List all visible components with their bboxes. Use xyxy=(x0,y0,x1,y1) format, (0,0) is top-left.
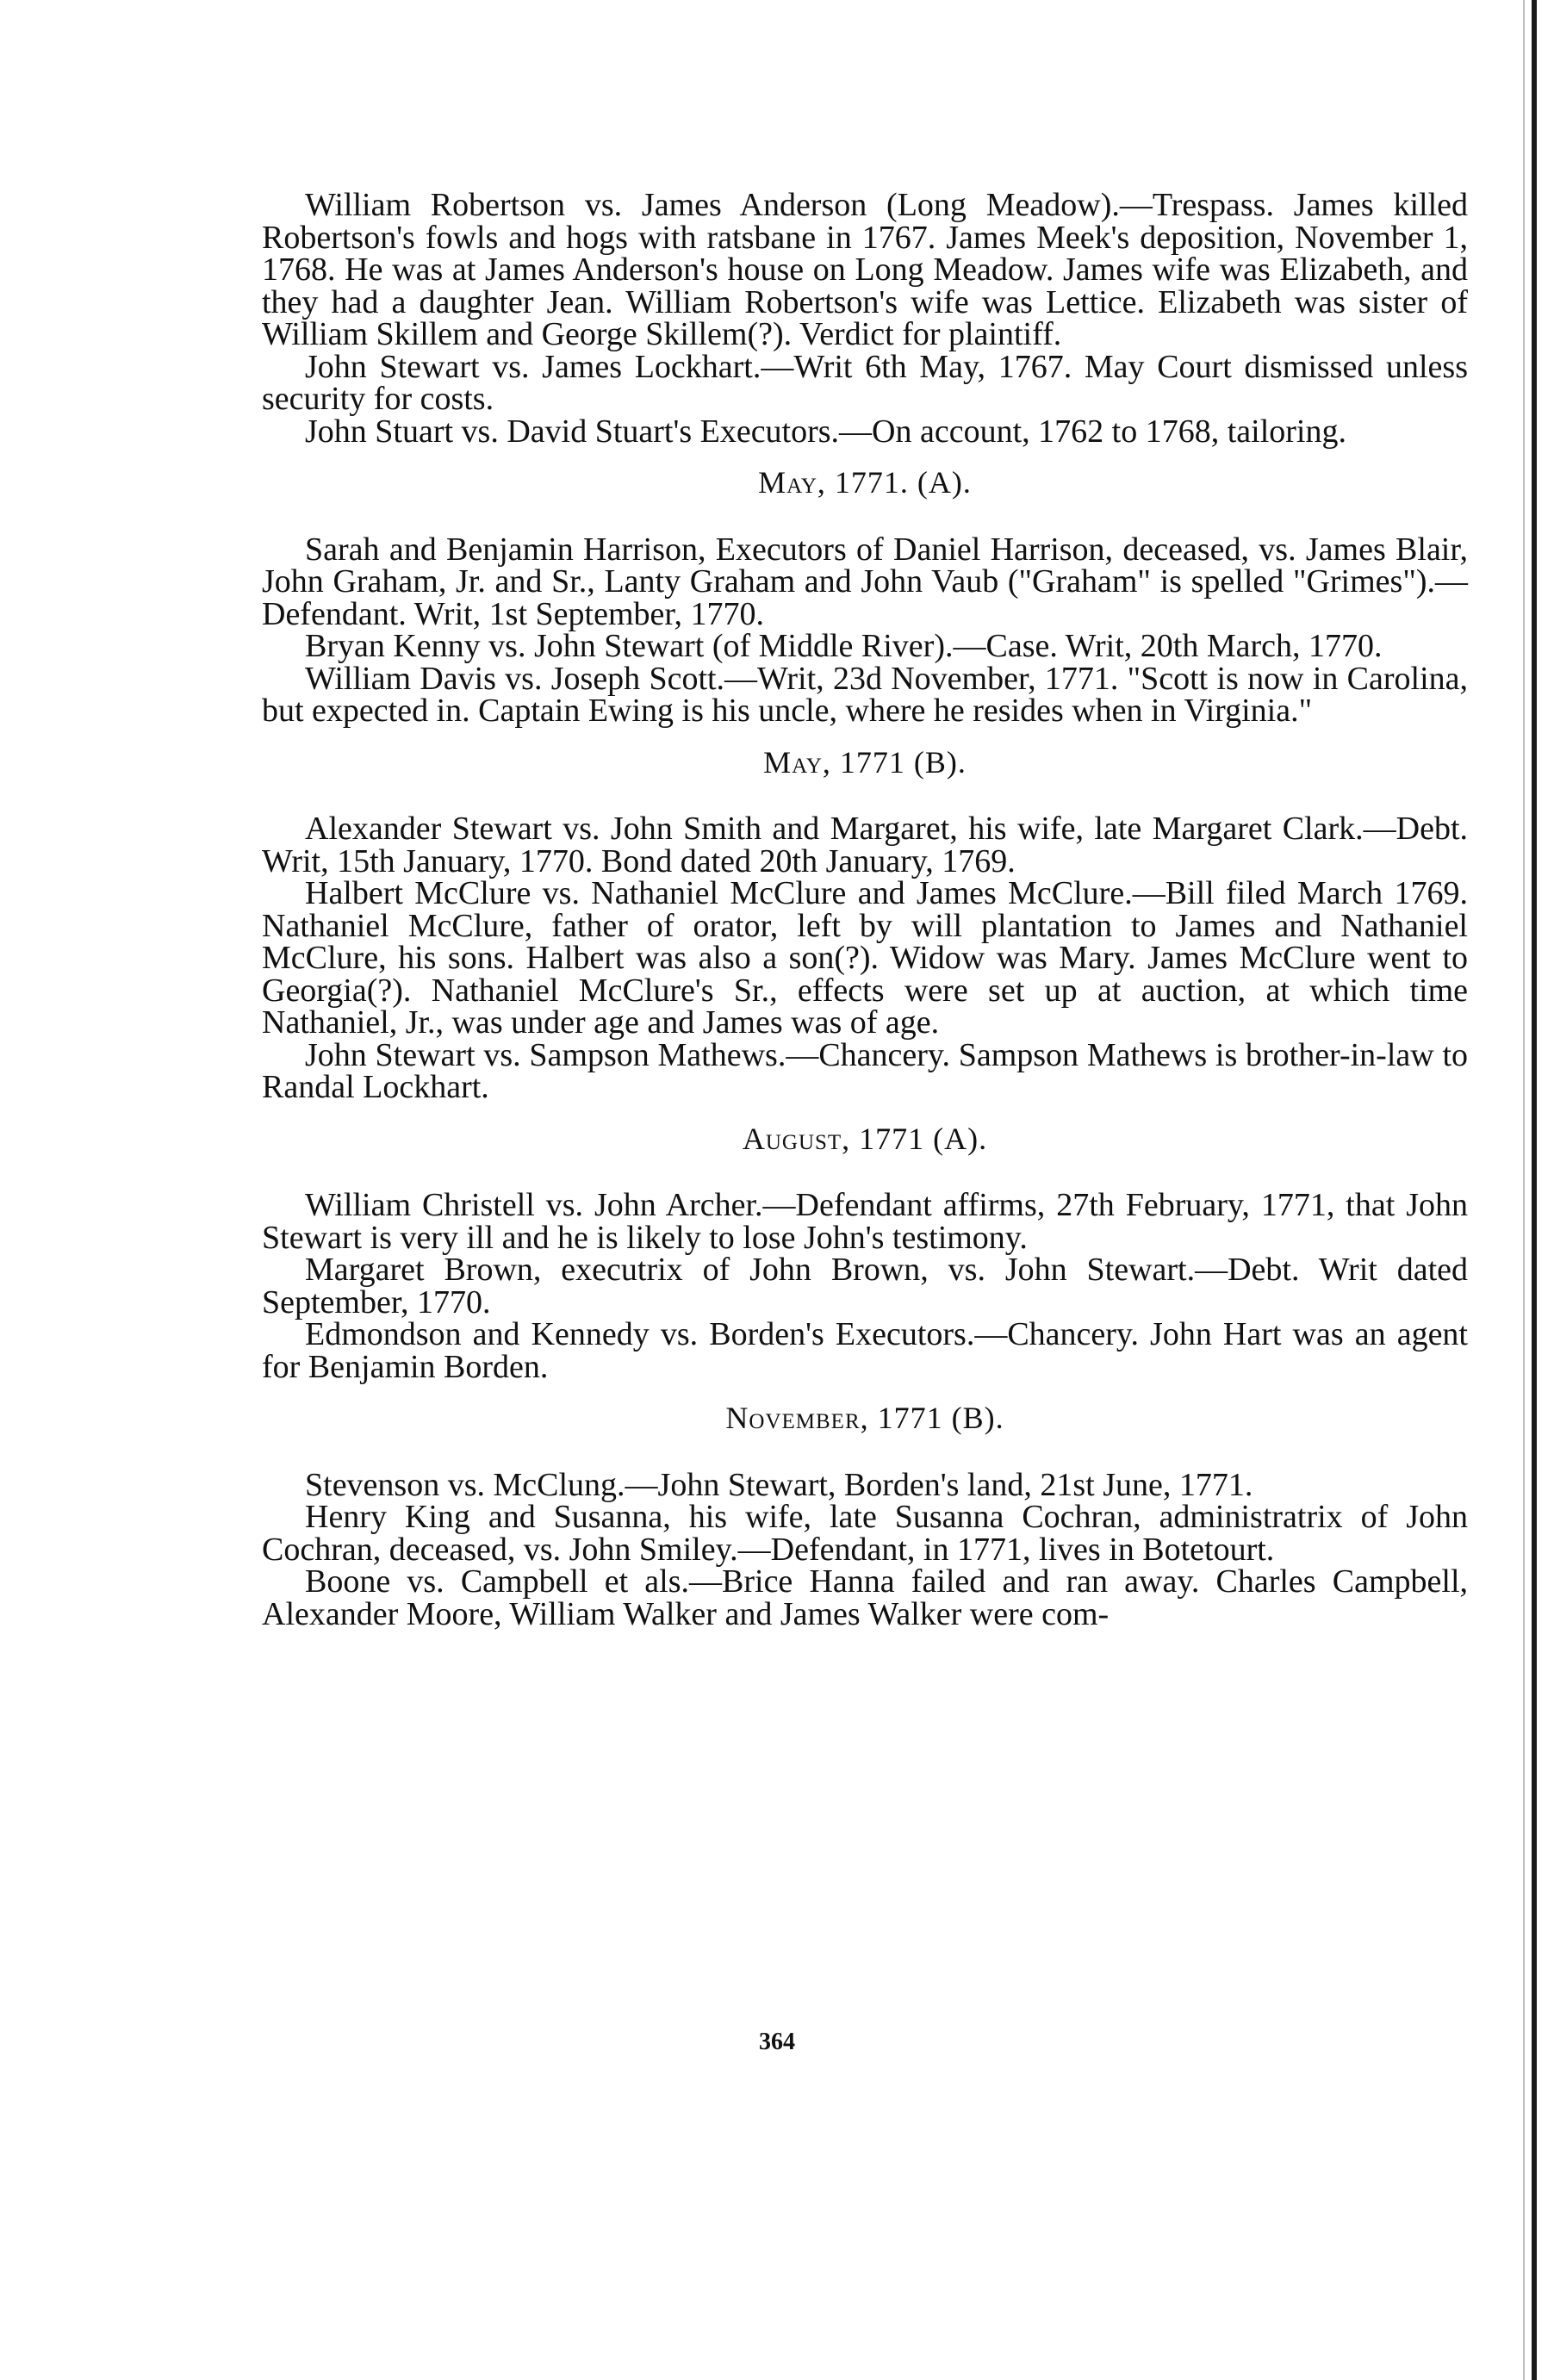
main-text-block xyxy=(262,187,1468,1632)
scan-edge-border xyxy=(1532,0,1537,2380)
page-number: 364 xyxy=(759,2029,795,2055)
paragraph-harrison-blair: Sarah and Benjamin Harrison, Executors of Daniel Harrison, deceased, vs. James Blair, John Graham, Jr. and Sr., Lanty Graham and John Vaub ("Graham" is spelled "Grimes").—Defendant. Writ, 1st September, 1770. xyxy=(262,531,1468,632)
paragraph-stevenson-mcclung: Stevenson vs. McClung.—John Stewart, Borden's land, 21st June, 1771. xyxy=(305,1466,1253,1503)
paragraph-stewart-mathews: John Stewart vs. Sampson Mathews.—Chancery. Sampson Mathews is brother-in-law to Randal Lockhart. xyxy=(262,1036,1468,1105)
paragraph-christell-archer: William Christell vs. John Archer.—Defendant affirms, 27th February, 1771, that John Stewart is very ill and he is likely to lose John's testimony. xyxy=(262,1187,1468,1256)
paragraph-davis-scott: William Davis vs. Joseph Scott.—Writ, 23d November, 1771. "Scott is now in Carolina, but expected in. Captain Ewing is his uncle, where he resides when in Virginia." xyxy=(262,660,1468,729)
paragraph-brown-stewart: Margaret Brown, executrix of John Brown, vs. John Stewart.—Debt. Writ dated September, 1770. xyxy=(262,1252,1468,1320)
paragraph-stewart-smith: Alexander Stewart vs. John Smith and Margaret, his wife, late Margaret Clark.—Debt. Writ, 15th January, 1770. Bond dated 20th January, 1769. xyxy=(262,811,1468,879)
section-heading-august-1771-a: August, 1771 (A). xyxy=(742,1121,988,1156)
section-heading-may-1771-b: May, 1771 (B). xyxy=(763,744,967,780)
section-heading-november-1771-b: November, 1771 (B). xyxy=(725,1401,1004,1435)
scan-edge-shadow xyxy=(1523,0,1525,2380)
paragraph-stuart-executors: John Stuart vs. David Stuart's Executors.—On account, 1762 to 1768, tailoring. xyxy=(305,413,1346,450)
paragraph-stewart-lockhart: John Stewart vs. James Lockhart.—Writ 6th May, 1767. May Court dismissed unless security for costs. xyxy=(262,348,1468,417)
paragraph-kenny-stewart: Bryan Kenny vs. John Stewart (of Middle River).—Case. Writ, 20th March, 1770. xyxy=(305,628,1383,664)
section-heading-may-1771-a: May, 1771. (A). xyxy=(758,465,972,500)
paragraph-king-smiley: Henry King and Susanna, his wife, late Susanna Cochran, administratrix of John Cochran, deceased, vs. John Smiley.—Defendant, in 1771, lives in Botetourt. xyxy=(262,1499,1468,1568)
paragraph-robertson-anderson: William Robertson vs. James Anderson (Long Meadow).—Trespass. James killed Robertson's fowls and hogs with ratsbane in 1767. James Meek's deposition, November 1, 1768. He was at James Anderson's house on Long Meadow. James wife was Elizabeth, and they had a daughter Jean. William Robertson's wife was Lettice. Elizabeth was sister of William Skillem and George Skillem(?). Verdict for plaintiff. xyxy=(262,187,1468,352)
paragraph-edmondson-borden: Edmondson and Kennedy vs. Borden's Executors.—Chancery. John Hart was an agent for Benjamin Borden. xyxy=(262,1316,1468,1385)
paragraph-mcclure: Halbert McClure vs. Nathaniel McClure and James McClure.—Bill filed March 1769. Nathaniel McClure, father of orator, left by will plantation to James and Nathaniel McClure, his sons. Halbert was also a son(?). Widow was Mary. James McClure went to Georgia(?). Nathaniel McClure's Sr., effects were set up at auction, at which time Nathaniel, Jr., was under age and James was of age. xyxy=(262,875,1468,1041)
paragraph-boone-campbell: Boone vs. Campbell et als.—Brice Hanna failed and ran away. Charles Campbell, Alexander Moore, William Walker and James Walker were com- xyxy=(262,1563,1468,1632)
